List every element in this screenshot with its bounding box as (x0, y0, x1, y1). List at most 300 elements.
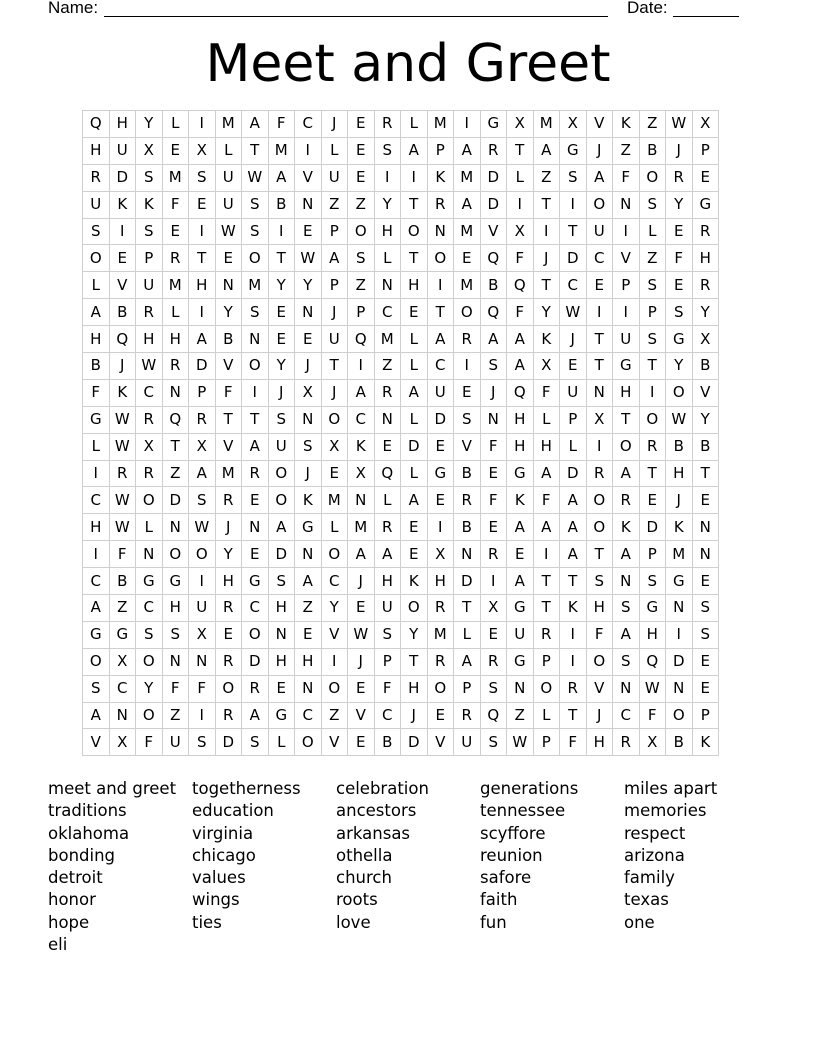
name-blank-line (104, 16, 608, 17)
grid-cell: N (427, 218, 454, 245)
grid-cell: X (136, 433, 163, 460)
grid-cell: A (507, 568, 534, 595)
grid-cell: T (189, 245, 216, 272)
grid-cell: B (109, 568, 136, 595)
grid-cell: I (295, 137, 322, 164)
grid-cell: Z (533, 164, 560, 191)
grid-cell: H (507, 406, 534, 433)
grid-cell: S (480, 729, 507, 756)
grid-cell: E (480, 460, 507, 487)
grid-cell: S (189, 164, 216, 191)
grid-cell: M (454, 272, 481, 299)
grid-cell: O (268, 460, 295, 487)
grid-cell: J (109, 353, 136, 380)
grid-cell: C (109, 675, 136, 702)
grid-cell: N (215, 272, 242, 299)
grid-cell: L (507, 164, 534, 191)
grid-cell: I (454, 353, 481, 380)
grid-cell: U (189, 595, 216, 622)
grid-cell: W (109, 514, 136, 541)
grid-cell: S (268, 406, 295, 433)
word-list-item: tennessee (480, 801, 566, 821)
grid-cell: B (454, 514, 481, 541)
name-label: Name: (48, 0, 99, 17)
grid-cell: R (613, 729, 640, 756)
grid-cell: A (507, 326, 534, 353)
grid-cell: L (401, 111, 428, 138)
grid-cell: Z (295, 595, 322, 622)
grid-cell: Z (374, 353, 401, 380)
grid-cell: N (162, 648, 189, 675)
grid-cell: H (162, 326, 189, 353)
grid-cell: W (639, 675, 666, 702)
grid-cell: H (507, 433, 534, 460)
grid-cell: S (83, 675, 110, 702)
grid-cell: Q (507, 272, 534, 299)
grid-cell: P (639, 541, 666, 568)
grid-cell: B (454, 460, 481, 487)
grid-cell: G (242, 568, 269, 595)
grid-cell: T (560, 218, 587, 245)
grid-cell: A (321, 245, 348, 272)
grid-cell: N (374, 272, 401, 299)
grid-cell: N (613, 675, 640, 702)
grid-cell: C (321, 568, 348, 595)
grid-cell: N (348, 487, 375, 514)
grid-cell: A (401, 487, 428, 514)
grid-cell: E (321, 460, 348, 487)
grid-cell: F (666, 245, 693, 272)
grid-row (83, 111, 719, 138)
grid-cell: A (374, 541, 401, 568)
grid-cell: W (109, 487, 136, 514)
grid-cell: S (692, 621, 719, 648)
grid-cell: N (666, 675, 693, 702)
grid-cell: E (427, 487, 454, 514)
grid-cell: C (427, 353, 454, 380)
grid-cell: K (109, 191, 136, 218)
grid-cell: E (242, 487, 269, 514)
grid-cell: J (321, 111, 348, 138)
grid-cell: I (189, 568, 216, 595)
grid-cell: R (374, 514, 401, 541)
grid-cell: N (268, 621, 295, 648)
grid-cell: L (374, 245, 401, 272)
grid-cell: M (321, 487, 348, 514)
grid-cell: K (507, 487, 534, 514)
word-list-item: meet and greet (48, 779, 177, 798)
grid-cell: M (454, 218, 481, 245)
grid-cell: I (560, 648, 587, 675)
grid-cell: R (427, 191, 454, 218)
word-list-item: ties (192, 912, 222, 932)
grid-cell: C (586, 245, 613, 272)
grid-cell: Q (480, 299, 507, 326)
grid-cell: B (109, 299, 136, 326)
grid-cell: A (613, 460, 640, 487)
grid-cell: X (109, 648, 136, 675)
page-title: Meet and Greet (205, 34, 611, 94)
word-list-item: oklahoma (48, 823, 130, 843)
grid-cell: R (242, 675, 269, 702)
grid-cell: C (295, 111, 322, 138)
grid-cell: H (692, 245, 719, 272)
grid-cell: O (401, 218, 428, 245)
grid-cell: T (586, 353, 613, 380)
grid-cell: A (613, 621, 640, 648)
grid-cell: O (295, 729, 322, 756)
grid-cell: A (454, 648, 481, 675)
word-list-item: virginia (192, 823, 254, 843)
grid-cell: N (295, 191, 322, 218)
grid-cell: P (692, 702, 719, 729)
grid-cell: M (162, 164, 189, 191)
grid-cell: I (348, 353, 375, 380)
grid-cell: E (692, 648, 719, 675)
grid-cell: G (136, 568, 163, 595)
grid-cell: A (560, 487, 587, 514)
grid-cell: G (666, 326, 693, 353)
grid-cell: K (295, 487, 322, 514)
grid-cell: J (321, 379, 348, 406)
grid-cell: H (613, 379, 640, 406)
grid-cell: H (295, 648, 322, 675)
word-list-item: generations (480, 779, 579, 798)
grid-cell: S (83, 218, 110, 245)
date-label: Date: (627, 0, 668, 17)
grid-cell: W (215, 218, 242, 245)
grid-cell: T (321, 353, 348, 380)
grid-cell: S (480, 675, 507, 702)
grid-cell: D (480, 164, 507, 191)
grid-cell: Q (162, 406, 189, 433)
grid-cell: K (348, 433, 375, 460)
grid-cell: A (83, 299, 110, 326)
word-list-item: safore (480, 868, 532, 888)
grid-cell: P (136, 245, 163, 272)
grid-cell: I (109, 218, 136, 245)
grid-cell: V (215, 433, 242, 460)
grid-cell: O (268, 487, 295, 514)
grid-cell: A (348, 541, 375, 568)
grid-cell: A (268, 514, 295, 541)
grid-cell: B (268, 191, 295, 218)
word-list-item: values (192, 868, 246, 888)
grid-row (83, 164, 719, 191)
grid-cell: F (162, 675, 189, 702)
grid-cell: Y (666, 353, 693, 380)
grid-cell: P (321, 272, 348, 299)
grid-cell: S (454, 406, 481, 433)
grid-cell: X (507, 111, 534, 138)
grid-cell: H (374, 218, 401, 245)
grid-cell: E (666, 272, 693, 299)
grid-cell: S (136, 218, 163, 245)
grid-cell: A (507, 353, 534, 380)
grid-cell: N (692, 514, 719, 541)
grid-cell: Y (268, 353, 295, 380)
grid-cell: A (189, 460, 216, 487)
grid-cell: W (666, 111, 693, 138)
grid-cell: C (348, 406, 375, 433)
grid-cell: E (454, 245, 481, 272)
grid-cell: L (454, 621, 481, 648)
grid-cell: S (692, 595, 719, 622)
grid-cell: A (427, 326, 454, 353)
grid-cell: S (136, 164, 163, 191)
grid-cell: H (268, 595, 295, 622)
grid-row (83, 541, 719, 568)
grid-cell: S (586, 568, 613, 595)
grid-cell: H (666, 460, 693, 487)
grid-cell: H (83, 514, 110, 541)
grid-cell: Y (136, 111, 163, 138)
grid-cell: T (639, 353, 666, 380)
grid-cell: L (215, 137, 242, 164)
word-list-item: respect (624, 823, 686, 843)
header (0, 0, 816, 22)
grid-cell: S (613, 648, 640, 675)
grid-cell: T (401, 648, 428, 675)
word-list-item: arkansas (336, 823, 411, 843)
grid-cell: R (136, 460, 163, 487)
grid-cell: T (268, 245, 295, 272)
grid-cell: K (401, 568, 428, 595)
grid-cell: F (189, 675, 216, 702)
grid-cell: C (83, 487, 110, 514)
grid-cell: R (454, 702, 481, 729)
grid-cell: E (348, 675, 375, 702)
grid-cell: H (586, 595, 613, 622)
grid-cell: L (268, 729, 295, 756)
grid-cell: I (586, 299, 613, 326)
grid-cell: F (215, 379, 242, 406)
grid-cell: V (295, 164, 322, 191)
grid-cell: Y (268, 272, 295, 299)
word-list-item: wings (192, 890, 240, 910)
grid-cell: R (454, 487, 481, 514)
grid-cell: R (427, 648, 454, 675)
grid-cell: I (666, 621, 693, 648)
grid-cell: O (321, 541, 348, 568)
grid-cell: V (480, 218, 507, 245)
word-list-item: memories (624, 801, 707, 821)
grid-cell: M (427, 621, 454, 648)
grid-cell: Q (480, 702, 507, 729)
grid-cell: A (533, 460, 560, 487)
grid-cell: R (83, 164, 110, 191)
grid-cell: F (109, 541, 136, 568)
grid-cell: Q (507, 379, 534, 406)
grid-cell: Y (215, 541, 242, 568)
grid-cell: S (480, 353, 507, 380)
grid-cell: A (295, 568, 322, 595)
grid-cell: B (666, 729, 693, 756)
grid-cell: E (242, 541, 269, 568)
grid-cell: G (83, 621, 110, 648)
grid-cell: Y (692, 299, 719, 326)
word-list (48, 779, 768, 957)
grid-cell: O (348, 218, 375, 245)
grid-row (83, 406, 719, 433)
grid-cell: O (136, 487, 163, 514)
grid-cell: H (109, 111, 136, 138)
grid-cell: V (321, 621, 348, 648)
grid-cell: O (162, 541, 189, 568)
grid-cell: A (83, 702, 110, 729)
grid-cell: O (639, 406, 666, 433)
grid-cell: F (639, 702, 666, 729)
grid-cell: N (109, 702, 136, 729)
grid-cell: N (374, 406, 401, 433)
grid-cell: U (613, 326, 640, 353)
grid-cell: R (639, 433, 666, 460)
grid-cell: E (268, 675, 295, 702)
grid-cell: D (268, 541, 295, 568)
grid-cell: R (215, 648, 242, 675)
word-list-item: arizona (624, 845, 685, 865)
grid-cell: G (268, 702, 295, 729)
grid-cell: V (586, 675, 613, 702)
grid-cell: T (242, 406, 269, 433)
grid-row (83, 191, 719, 218)
grid-cell: P (639, 299, 666, 326)
grid-cell: D (401, 729, 428, 756)
grid-cell: A (480, 326, 507, 353)
grid-cell: Y (666, 191, 693, 218)
grid-cell: E (560, 353, 587, 380)
grid-cell: T (533, 272, 560, 299)
grid-cell: G (639, 595, 666, 622)
grid-cell: P (560, 406, 587, 433)
word-list-item: love (336, 912, 371, 932)
grid-row (83, 272, 719, 299)
grid-cell: A (83, 595, 110, 622)
grid-cell: M (215, 460, 242, 487)
grid-cell: O (321, 406, 348, 433)
grid-cell: X (507, 218, 534, 245)
grid-cell: I (427, 272, 454, 299)
word-list-item: texas (624, 890, 669, 910)
grid-row (83, 514, 719, 541)
grid-cell: R (109, 460, 136, 487)
grid-cell: I (560, 621, 587, 648)
grid-cell: U (136, 272, 163, 299)
grid-row (83, 245, 719, 272)
grid-cell: E (215, 621, 242, 648)
grid-cell: W (136, 353, 163, 380)
grid-cell: V (83, 729, 110, 756)
grid-cell: D (401, 433, 428, 460)
grid-cell: X (109, 729, 136, 756)
grid-cell: H (639, 621, 666, 648)
grid-cell: M (215, 111, 242, 138)
grid-cell: E (480, 621, 507, 648)
grid-cell: R (162, 353, 189, 380)
grid-cell: J (321, 299, 348, 326)
grid-cell: X (692, 111, 719, 138)
grid-cell: I (507, 191, 534, 218)
grid-row (83, 621, 719, 648)
grid-cell: R (162, 245, 189, 272)
grid-cell: O (454, 299, 481, 326)
grid-cell: E (639, 487, 666, 514)
grid-cell: B (666, 433, 693, 460)
grid-row (83, 648, 719, 675)
grid-cell: R (136, 406, 163, 433)
grid-cell: Q (639, 648, 666, 675)
grid-cell: D (189, 353, 216, 380)
grid-cell: N (295, 541, 322, 568)
grid-cell: J (480, 379, 507, 406)
grid-cell: P (374, 648, 401, 675)
grid-cell: Q (480, 245, 507, 272)
word-list-item: togetherness (192, 779, 301, 798)
grid-cell: K (613, 514, 640, 541)
grid-cell: N (136, 541, 163, 568)
grid-cell: O (613, 433, 640, 460)
grid-cell: I (586, 433, 613, 460)
grid-cell: T (401, 245, 428, 272)
grid-cell: J (295, 353, 322, 380)
word-list-item: roots (336, 890, 378, 910)
grid-cell: O (136, 648, 163, 675)
grid-cell: Z (162, 460, 189, 487)
grid-cell: C (136, 379, 163, 406)
grid-cell: L (533, 702, 560, 729)
grid-cell: R (480, 648, 507, 675)
grid-cell: I (189, 111, 216, 138)
word-list-item: hope (48, 912, 90, 932)
grid-row (83, 568, 719, 595)
grid-cell: S (639, 326, 666, 353)
grid-cell: L (83, 433, 110, 460)
grid-cell: N (666, 595, 693, 622)
grid-cell: H (83, 326, 110, 353)
grid-cell: R (533, 621, 560, 648)
grid-cell: E (268, 299, 295, 326)
grid-cell: M (268, 137, 295, 164)
grid-cell: B (639, 137, 666, 164)
grid-cell: I (533, 541, 560, 568)
grid-cell: U (215, 164, 242, 191)
grid-cell: S (666, 299, 693, 326)
grid-cell: L (401, 326, 428, 353)
grid-cell: N (162, 379, 189, 406)
grid-cell: I (83, 541, 110, 568)
grid-cell: G (666, 568, 693, 595)
grid-cell: E (348, 111, 375, 138)
grid-cell: S (639, 272, 666, 299)
grid-cell: X (586, 406, 613, 433)
grid-cell: S (136, 621, 163, 648)
grid-cell: J (586, 702, 613, 729)
grid-cell: M (454, 164, 481, 191)
grid-cell: E (268, 326, 295, 353)
grid-cell: H (215, 568, 242, 595)
grid-cell: V (613, 245, 640, 272)
grid-cell: E (401, 541, 428, 568)
grid-cell: F (136, 729, 163, 756)
grid-cell: G (162, 568, 189, 595)
grid-cell: K (427, 164, 454, 191)
grid-cell: D (560, 460, 587, 487)
grid-cell: T (586, 541, 613, 568)
grid-cell: P (692, 137, 719, 164)
grid-cell: V (692, 379, 719, 406)
grid-cell: X (560, 111, 587, 138)
grid-cell: V (109, 272, 136, 299)
